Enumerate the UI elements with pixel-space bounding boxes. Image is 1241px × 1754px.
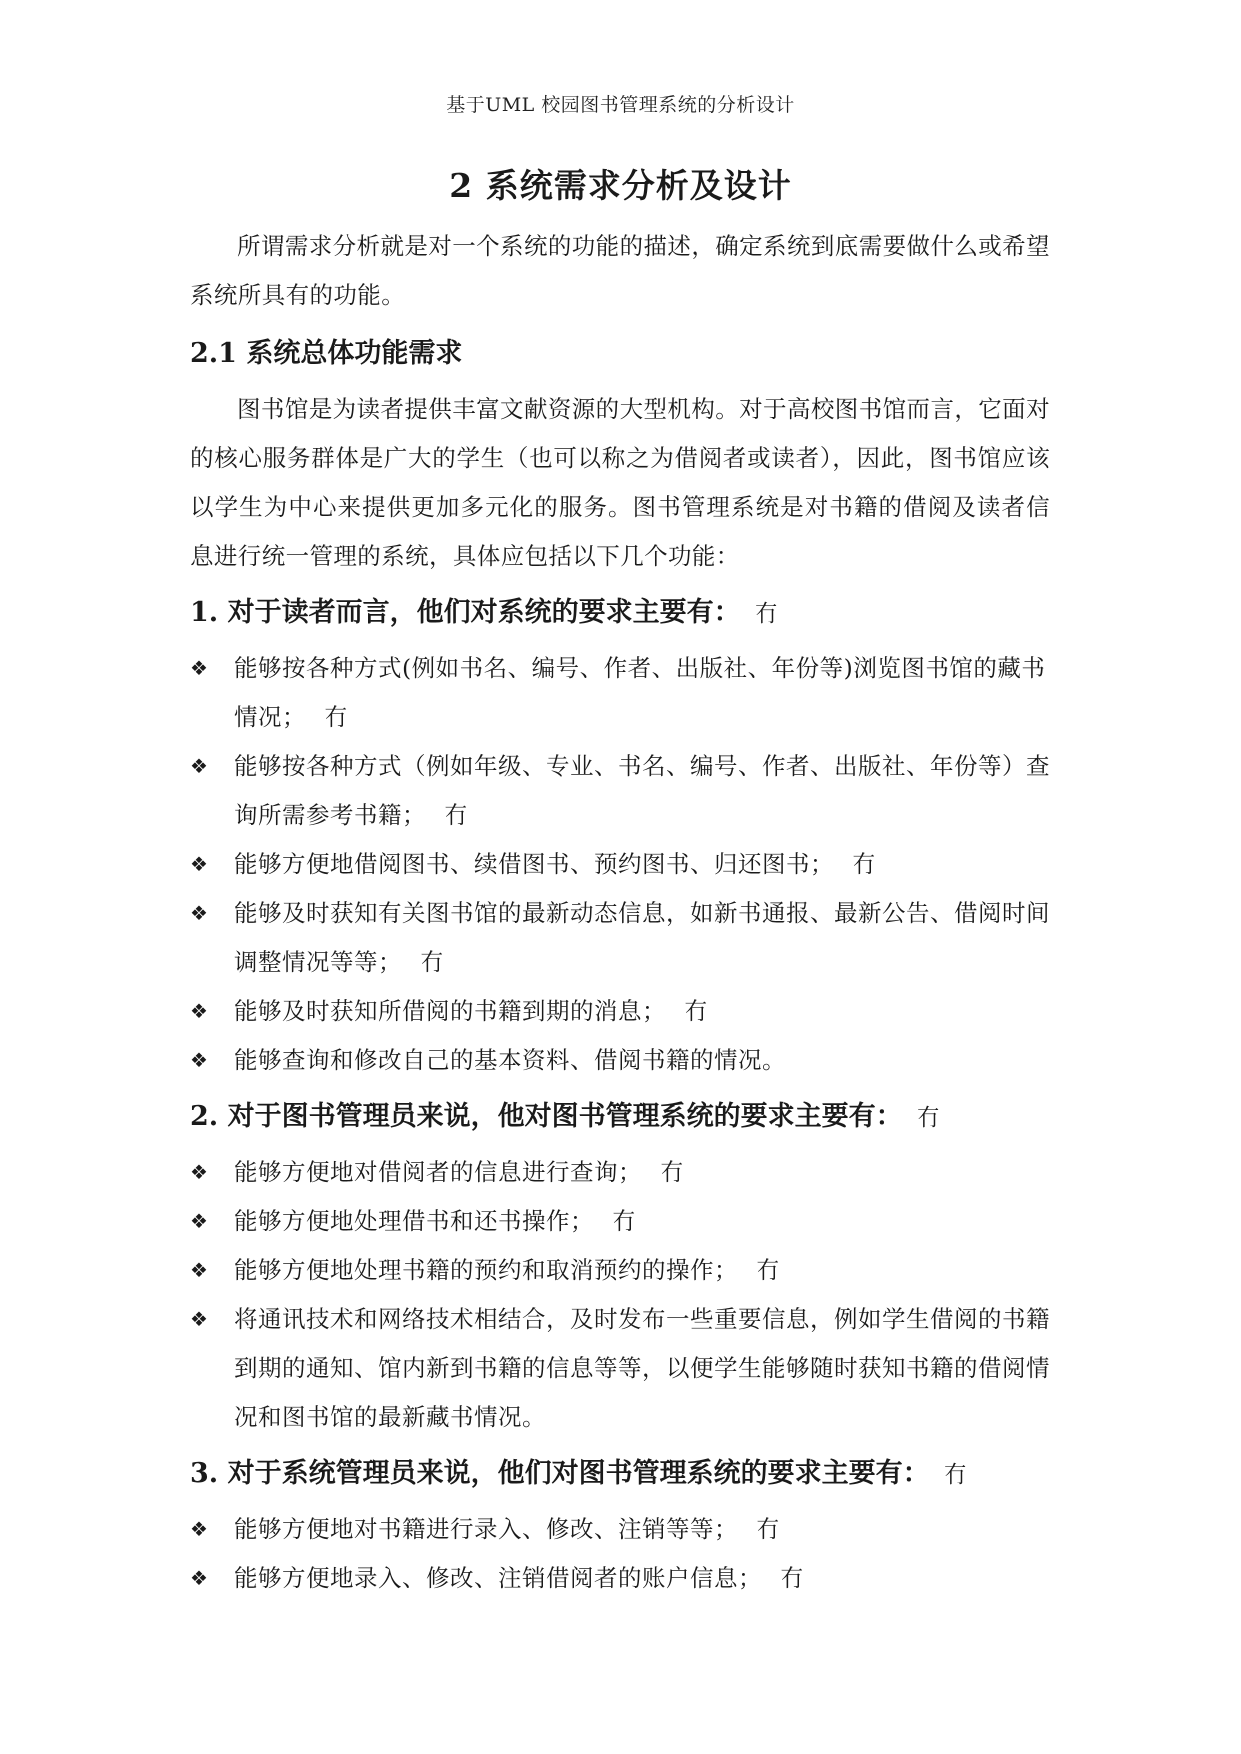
diamond-bullet-icon: ❖	[190, 901, 209, 925]
diamond-bullet-icon: ❖	[190, 852, 209, 876]
list-item	[190, 987, 1050, 1036]
list-item-text: 能够方便地对书籍进行录入、修改、注销等等；	[234, 1515, 738, 1543]
list-item-mark: 冇	[756, 1515, 780, 1543]
list-item	[190, 1197, 1050, 1246]
list-item	[190, 1036, 1050, 1085]
list-item-text: 能够按各种方式(例如书名、编号、作者、出版社、年份等)浏览图书馆的藏书情况；	[234, 654, 1046, 731]
list-item-text: 将通讯技术和网络技术相结合，及时发布一些重要信息，例如学生借阅的书籍到期的通知、馆内新到书籍的信息等等，以便学生能够随时获知书籍的借阅情况和图书馆的最新藏书情况。	[234, 1305, 1050, 1431]
list-item-mark: 冇	[756, 1256, 780, 1284]
group-heading-text: 2. 对于图书管理员来说，他对图书管理系统的要求主要有：	[190, 1101, 903, 1132]
diamond-bullet-icon: ❖	[190, 754, 209, 778]
list-item-mark: 冇	[660, 1158, 684, 1186]
group-heading-mark: 冇	[943, 1462, 967, 1488]
list-item-text: 能够方便地对借阅者的信息进行查询；	[234, 1158, 642, 1186]
list-item	[190, 1505, 1050, 1554]
list-item	[190, 1246, 1050, 1295]
list-item	[190, 1148, 1050, 1197]
list-item	[190, 889, 1050, 987]
list-item-mark: 冇	[612, 1207, 636, 1235]
diamond-bullet-icon: ❖	[190, 999, 209, 1023]
list-item-text: 能够按各种方式（例如年级、专业、书名、编号、作者、出版社、年份等）查询所需参考书籍；	[234, 752, 1050, 829]
group-heading-sysadmin	[190, 1448, 1050, 1501]
diamond-bullet-icon: ❖	[190, 1258, 209, 1282]
list-item-mark: 冇	[684, 997, 708, 1025]
group-heading-mark: 冇	[754, 601, 778, 627]
list-item	[190, 742, 1050, 840]
diamond-bullet-icon: ❖	[190, 1209, 209, 1233]
diamond-bullet-icon: ❖	[190, 1566, 209, 1590]
diamond-bullet-icon: ❖	[190, 1160, 209, 1184]
group-heading-text: 3. 对于系统管理员来说，他们对图书管理系统的要求主要有：	[190, 1458, 930, 1489]
diamond-bullet-icon: ❖	[190, 656, 209, 680]
group-heading-text: 1. 对于读者而言，他们对系统的要求主要有：	[190, 597, 741, 628]
list-item-text: 能够方便地处理借书和还书操作；	[234, 1207, 594, 1235]
document-body	[190, 222, 1050, 1603]
list-item-text: 能够方便地录入、修改、注销借阅者的账户信息；	[234, 1564, 762, 1592]
chapter-title: 2 系统需求分析及设计	[449, 166, 792, 205]
requirement-list-readers	[190, 644, 1050, 1085]
running-header: 基于UML 校园图书管理系统的分析设计	[446, 94, 795, 116]
diamond-bullet-icon: ❖	[190, 1307, 209, 1331]
group-heading-mark: 冇	[916, 1105, 940, 1131]
list-item-text: 能够方便地处理书籍的预约和取消预约的操作；	[234, 1256, 738, 1284]
requirement-list-sysadmin	[190, 1505, 1050, 1603]
list-item	[190, 840, 1050, 889]
list-item-mark: 冇	[852, 850, 876, 878]
group-heading-librarian	[190, 1091, 1050, 1144]
list-item-mark: 冇	[444, 801, 468, 829]
list-item	[190, 1554, 1050, 1603]
list-item	[190, 644, 1050, 742]
section-title: 2.1 系统总体功能需求	[190, 338, 463, 369]
list-item-mark: 冇	[780, 1564, 804, 1592]
list-item	[190, 1295, 1050, 1442]
group-heading-readers	[190, 587, 1050, 640]
list-item-text: 能够及时获知所借阅的书籍到期的消息；	[234, 997, 666, 1025]
diamond-bullet-icon: ❖	[190, 1517, 209, 1541]
list-item-mark: 冇	[324, 703, 348, 731]
list-item-text: 能够及时获知有关图书馆的最新动态信息，如新书通报、最新公告、借阅时间调整情况等等；	[234, 899, 1050, 976]
section-paragraph: 图书馆是为读者提供丰富文献资源的大型机构。对于高校图书馆而言，它面对的核心服务群体是广大的学生（也可以称之为借阅者或读者），因此，图书馆应该以学生为中心来提供更加多元化的服务。图书管理系统是对书籍的借阅及读者信息进行统一管理的系统，具体应包括以下几个功能：	[190, 395, 1050, 570]
list-item-text: 能够方便地借阅图书、续借图书、预约图书、归还图书；	[234, 850, 834, 878]
list-item-mark: 冇	[420, 948, 444, 976]
requirement-list-librarian	[190, 1148, 1050, 1442]
diamond-bullet-icon: ❖	[190, 1048, 209, 1072]
intro-paragraph: 所谓需求分析就是对一个系统的功能的描述，确定系统到底需要做什么或希望系统所具有的功能。	[190, 232, 1050, 309]
list-item-text: 能够查询和修改自己的基本资料、借阅书籍的情况。	[234, 1046, 786, 1074]
